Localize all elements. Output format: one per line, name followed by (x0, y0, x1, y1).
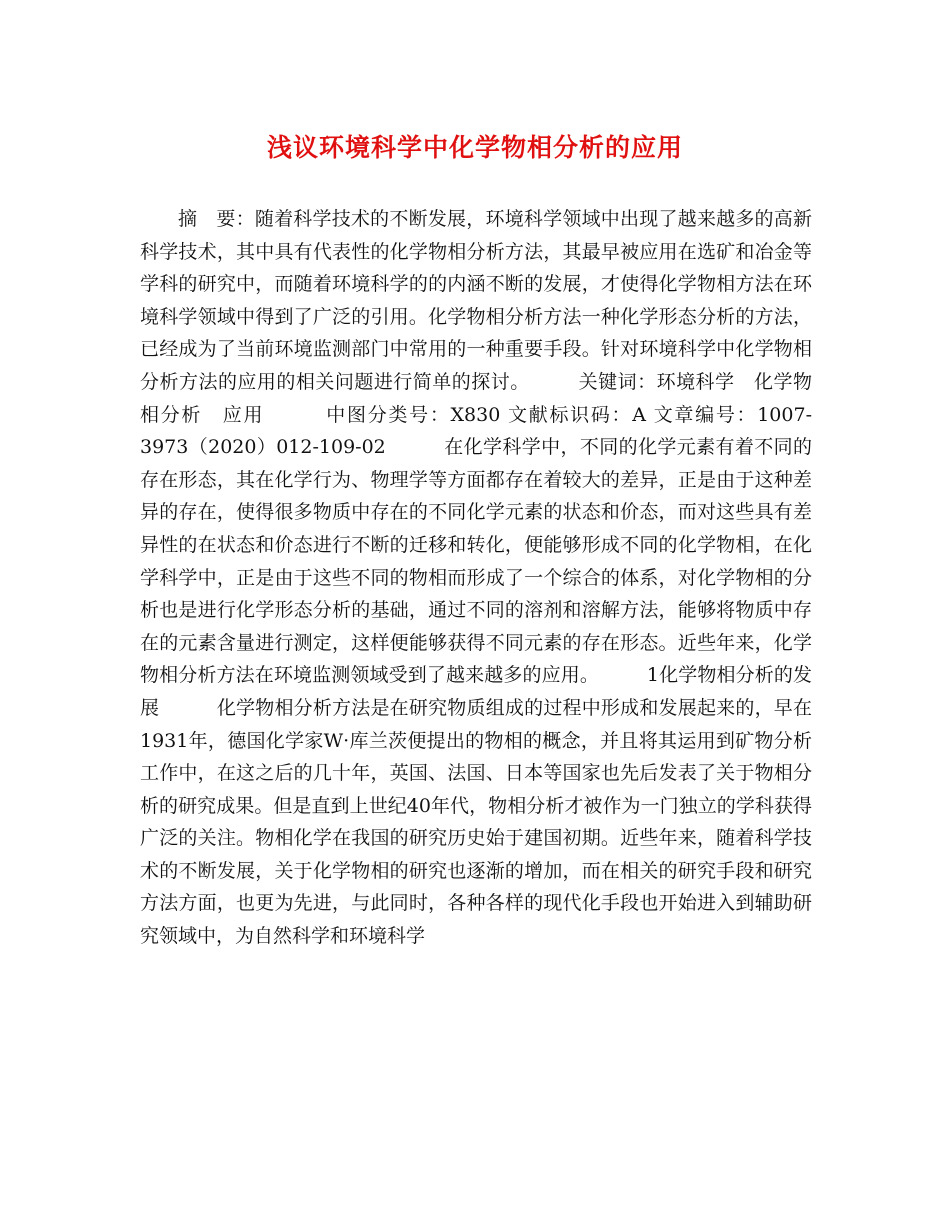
body-paragraph: 摘 要：随着科学技术的不断发展，环境科学领域中出现了越来越多的高新科学技术，其中具有代表性的化学物相分析方法，其最早被应用在选矿和冶金等学科的研究中，而随着环境科学的的内涵不断的发展，才使得化学物相方法在环境科学领域中得到了广泛的引用。化学物相分析方法一种化学形态分析的方法，已经成为了当前环境监测部门中常用的一种重要手段。针对环境科学中化学物相分析方法的应用的相关问题进行简单的探讨。 关键词：环境科学 化学物相分析 应用 中图分类号：X830 文献标识码：A 文章编号：1007-3973（2020）012-109-02 在化学科学中，不同的化学元素有着不同的存在形态，其在化学行为、物理学等方面都存在着较大的差异，正是由于这种差异的存在，使得很多物质中存在的不同化学元素的状态和价态，而对这些具有差异性的在状态和价态进行不断的迁移和转化，便能够形成不同的化学物相，在化学科学中，正是由于这些不同的物相而形成了一个综合的体系，对化学物相的分析也是进行化学形态分析的基础，通过不同的溶剂和溶解方法，能够将物质中存在的元素含量进行测定，这样便能够获得不同元素的存在形态。近些年来，化学物相分析方法在环境监测领域受到了越来越多的应用。 1化学物相分析的发展 化学物相分析方法是在研究物质组成的过程中形成和发展起来的，早在1931年，德国化学家W·库兰茨便提出的物相的概念，并且将其运用到矿物分析工作中，在这之后的几十年，英国、法国、日本等国家也先后发表了关于物相分析的研究成果。但是直到上世纪40年代，物相分析才被作为一门独立的学科获得广泛的关注。物相化学在我国的研究历史始于建国初期。近些年来，随着科学技术的不断发展，关于化学物相的研究也逐渐的增加，而在相关的研究手段和研究方法方面，也更为先进，与此同时，各种各样的现代化手段也开始进入到辅助研究领域中，为自然科学和环境科学 (140, 208, 812, 948)
document-title: 浅议环境科学中化学物相分析的应用 (266, 133, 683, 162)
document-body (140, 203, 812, 953)
